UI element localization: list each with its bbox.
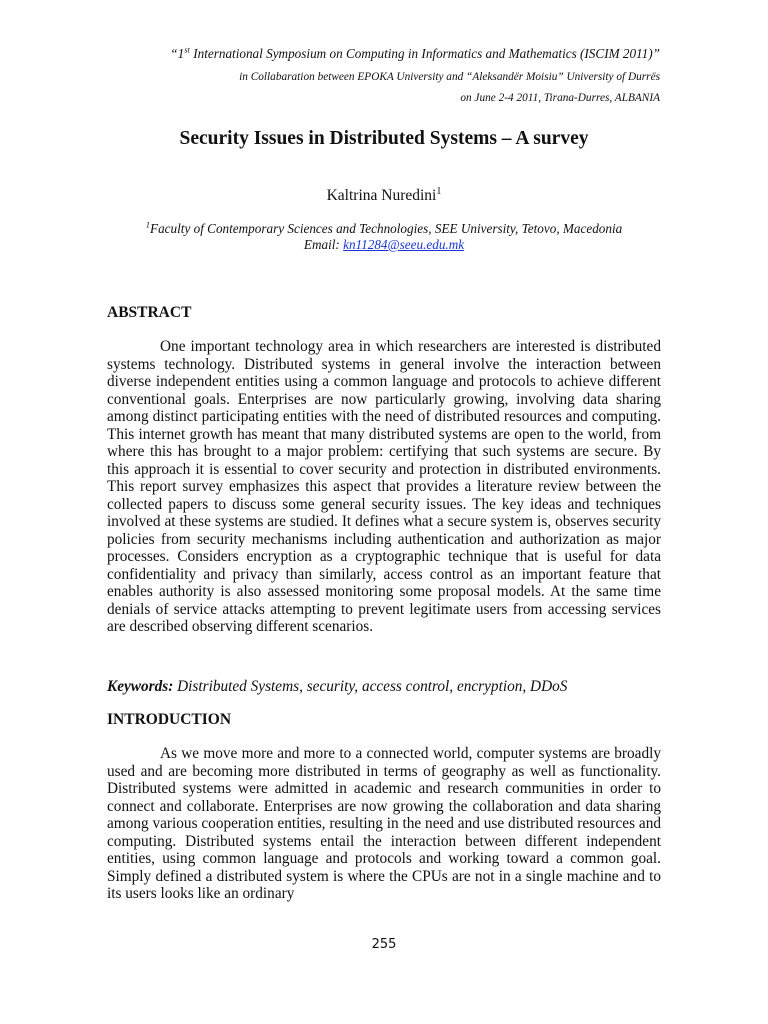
- keywords-line: [107, 678, 567, 696]
- author-email-line: Email: kn11284@seeu.edu.mk: [303, 237, 465, 252]
- conference-header-line1: “1st International Symposium on Computing in Informatics and Mathematics (ISCIM 2011)”: [170, 44, 660, 61]
- author-name: Kaltrina Nuredini$^1$: [326, 185, 442, 204]
- keywords-label: Keywords:: [107, 678, 174, 695]
- page-number: 255: [371, 937, 397, 952]
- keywords-text: Distributed Systems, security, access control, encryption, DDoS: [173, 678, 568, 695]
- introduction-paragraph: As we move more and more to a connected world, computer systems are broadly used and are becoming more distributed in terms of geography as well as functionality. Distributed systems were admitted in academic and research communities in order to connect and collaborate. Enterprises are now growing the collaboration and data sharing among various cooperation entities, resulting in the need and use distributed resources and computing. Distributed systems entail the interaction between different independent entities, using common language and protocols and working toward a common goal. Simply defined a distributed system is where the CPUs are not in a single machine and to its users looks like an ordinary: [107, 745, 661, 902]
- abstract-heading: ABSTRACT: [107, 304, 192, 321]
- paper-title: Security Issues in Distributed Systems – A survey: [179, 128, 589, 149]
- introduction-heading: INTRODUCTION: [107, 711, 232, 728]
- abstract-paragraph: One important technology area in which researchers are interested is distributed systems technology. Distributed systems in general involve the interaction between diverse independent entities using a common language and protocols to achieve different conventional goals. Enterprises are now particularly growing, involving data sharing among distinct participating entities with the need of distributed resources and computing. This internet growth has meant that many distributed systems are open to the world, from where this has brought to a major problem: certifying that such systems are secure. By this approach it is essential to cover security and protection in distributed environments. This report survey emphasizes this aspect that provides a literature review between the collected papers to discuss some general security issues. The key ideas and techniques involved at these systems are studied. It defines what a secure system is, observes security policies from security mechanisms including authentication and authorization as major processes. Considers encryption as a cryptographic technique that is useful for data confidentiality and privacy than similarly, access control as an important feature that enables authority is also assessed monitoring some proposal models. At the same time denials of service attacks attempting to prevent legitimate users from accessing services are described observing different scenarios.: [107, 338, 661, 635]
- author-affiliation: $^1$Faculty of Contemporary Sciences and Technologies, SEE University, Tetovo, Macedonia: [145, 219, 623, 236]
- author-email-link[interactable]: kn11284@seeu.edu.mk: [343, 237, 465, 252]
- conference-header-line3: on June 2-4 2011, Tirana-Durres, ALBANIA: [460, 92, 660, 104]
- conference-header-line2: in Collabaration between EPOKA University and “Aleksandër Moisiu” University of Durrës: [239, 71, 660, 83]
